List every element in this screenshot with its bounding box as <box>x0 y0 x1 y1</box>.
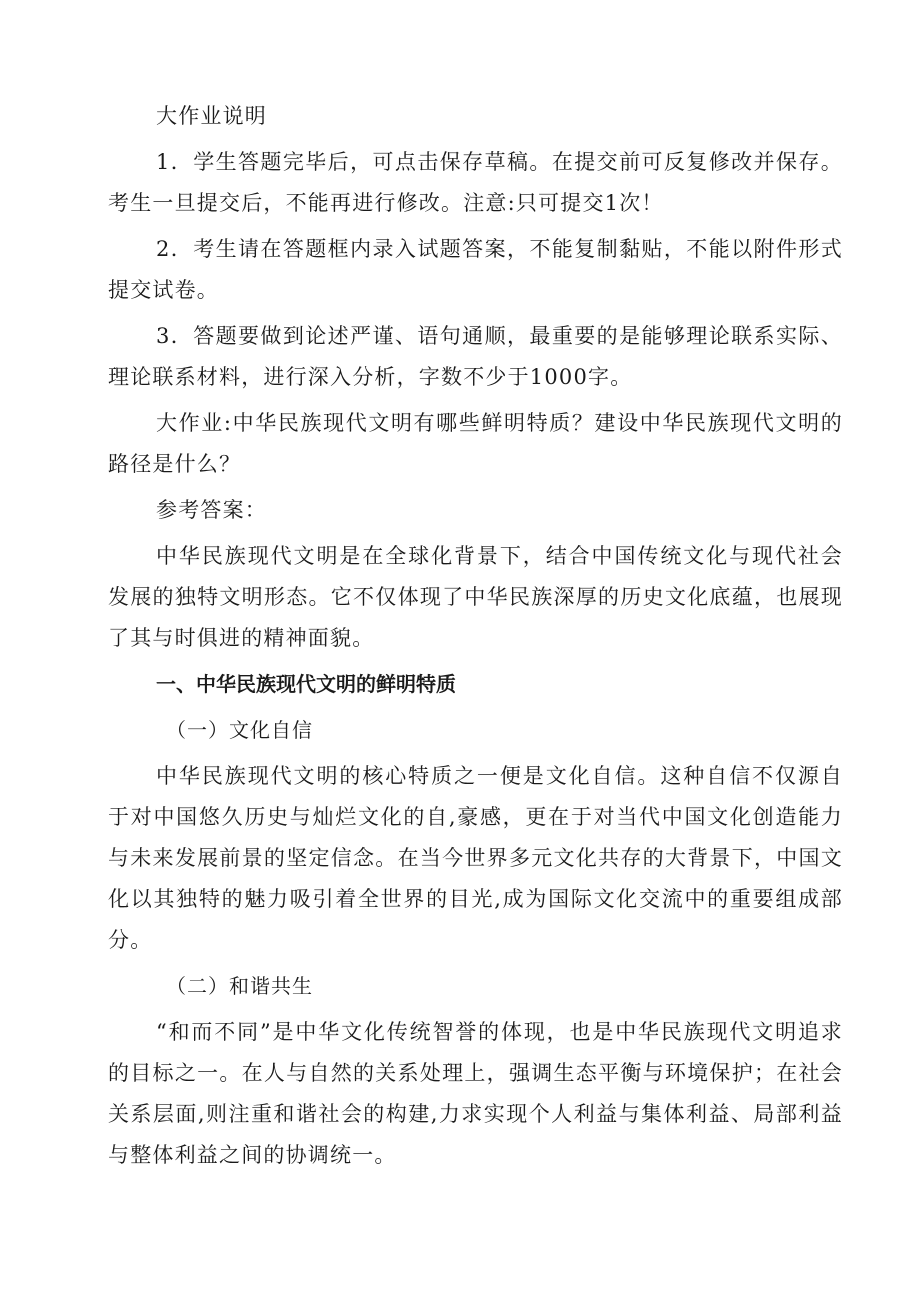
subsection-1-paragraph: 中华民族现代文明的核心特质之一便是文化自信。这种自信不仅源自于对中国悠久历史与灿烂文化的自,豪感，更在于对当代中国文化创造能力与未来发展前景的坚定信念。在当今世界多元文化共存的大背景下，中国文化以其独特的魅力吸引着全世界的目光,成为国际文化交流中的重要组成部分。 <box>108 764 843 952</box>
document-title: 大作业说明 <box>156 104 267 128</box>
instruction-2: 2．考生请在答题框内录入试题答案，不能复制黏贴，不能以附件形式提交试卷。 <box>108 237 843 302</box>
reference-answer-label: 参考答案： <box>156 498 267 522</box>
subsection-heading-2: （二）和谐共生 <box>166 974 313 998</box>
subsection-heading-1: （一）文化自信 <box>166 718 313 742</box>
instruction-3: 3．答题要做到论述严谨、语句通顺，最重要的是能够理论联系实际、理论联系材料，进行深入分析，字数不少于1000字。 <box>108 324 843 389</box>
intro-paragraph: 中华民族现代文明是在全球化背景下，结合中国传统文化与现代社会发展的独特文明形态。它不仅体现了中华民族深厚的历史文化底蕴，也展现了其与时俱进的精神面貌。 <box>108 544 843 650</box>
document-page <box>108 96 843 1176</box>
assignment-question: 大作业:中华民族现代文明有哪些鲜明特质？建设中华民族现代文明的路径是什么？ <box>108 411 843 476</box>
instruction-1: 1．学生答题完毕后，可点击保存草稿。在提交前可反复修改并保存。考生一旦提交后，不能再进行修改。注意:只可提交1次！ <box>108 150 843 215</box>
subsection-2-paragraph: “和而不同”是中华文化传统智誉的体现，也是中华民族现代文明追求的目标之一。在人与自然的关系处理上，强调生态平衡与环境保护；在社会关系层面,则注重和谐社会的构建,力求实现个人利益与集体利益、局部利益与整体利益之间的协调统一。 <box>108 1020 843 1167</box>
section-heading-1: 一、中华民族现代文明的鲜明特质 <box>156 672 456 696</box>
